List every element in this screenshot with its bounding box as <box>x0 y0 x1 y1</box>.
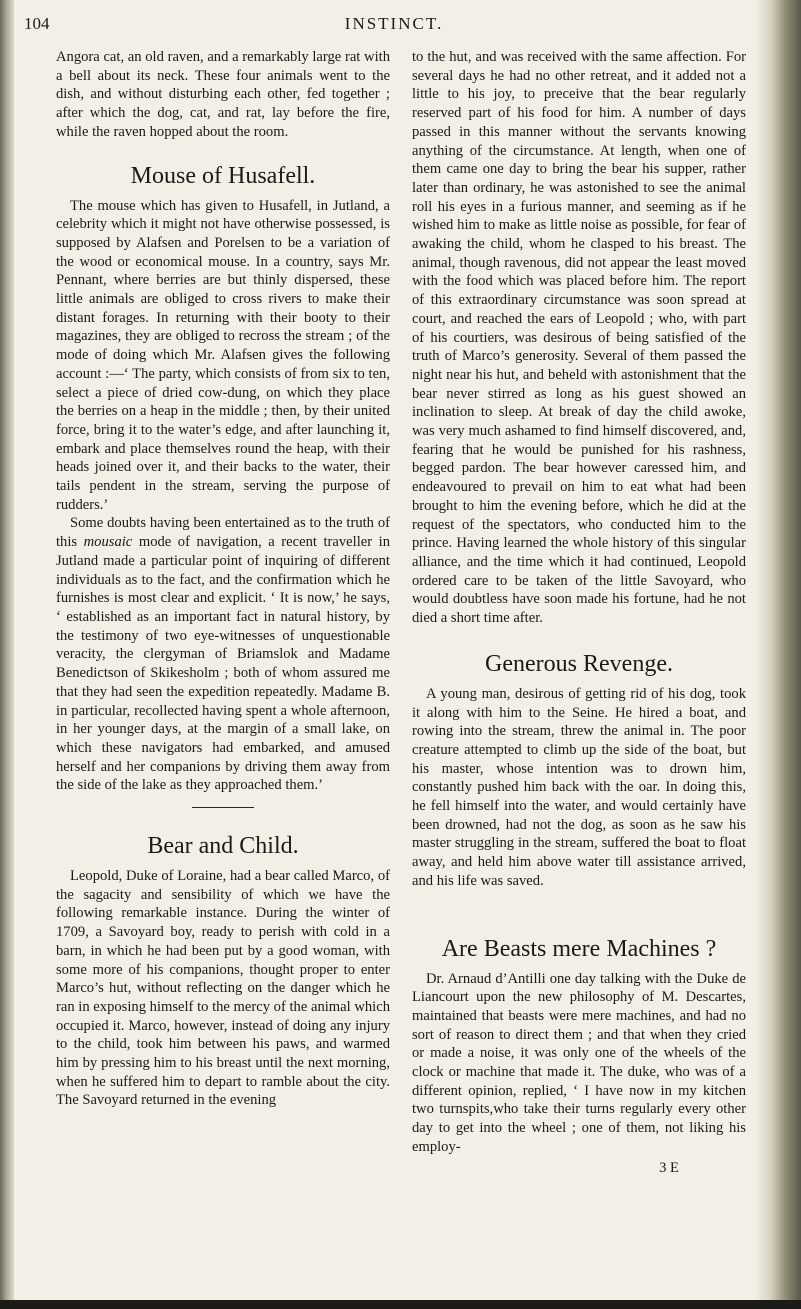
heading-generous-revenge: Generous Revenge. <box>485 650 673 677</box>
paragraph-mouse-2 <box>56 514 390 795</box>
paragraph-mouse-1: The mouse which has given to Husafell, in Jutland, a celebrity which it might not have otherwise possessed, is supposed by Alafsen and Porelsen to be a variation of the wood or economical mouse. In a country, says Mr. Pennant, where berries are but thinly dispersed, these little animals are obliged to cross rivers to make their distant forages. In returning with their booty to their magazines, they are obliged to recross the stream ; of the mode of doing which Mr. Alafsen gives the following account :—‘ The party, which consists of from six to ten, select a piece of dried cow-dung, on which they place the berries on a heap in the middle ; then, by their united force, bring it to the water’s edge, and after launching it, embark and place themselves round the heap, with their heads joined over it, and their backs to the water, their tails pendent in the stream, serving the purpose of rudders.’ <box>56 197 390 513</box>
paragraph-generous-revenge: A young man, desirous of getting rid of his dog, took it along with him to the Seine. He hired a boat, and rowing into the stream, threw the animal in. The poor creature attempted to climb up the side of the boat, but his master, whose intention was to drown him, constantly pushed him back with the oar. In doing this, he fell himself into the water, and would certainly have been drowned, had not the dog, as soon as he saw his master struggling in the stream, suffered the boat to float away, and held him above water till assistance arrived, and his life was saved. <box>412 685 746 889</box>
right-column <box>412 48 746 1177</box>
paragraph-bear-1: Leopold, Duke of Loraine, had a bear called Marco, of the sagacity and sensibility of which we have the following remarkable instance. During the winter of 1709, a Savoyard boy, ready to perish with cold in a barn, in which he had been put by a good woman, with some more of his companions, thought proper to enter Marco’s hut, without reflecting on the danger which he ran in exposing himself to the mercy of the animal which occupied it. Marco, however, instead of doing any injury to the child, took him between his paws, and warmed him by pressing him to his breast until the next morning, when he suffered him to depart to ramble about the city. The Savoyard returned in the evening <box>56 868 390 1109</box>
paragraph-angora-cat: Angora cat, an old raven, and a remarkably large rat with a bell about its neck. These four animals went to the dish, and without disturbing each other, fed together ; after which the dog, cat, and rat, lay before the fire, while the raven hopped about the room. <box>56 49 390 140</box>
heading-mouse-of-husafell: Mouse of Husafell. <box>130 162 316 189</box>
paragraph-mouse-2-text-b: mode of navigation, a recent traveller in Jutland made a particular point of inquiring of different individuals as to the fact, and the confirmation which he furnishes is most clear and explicit. ‘ It is now,’ he says, ‘ established as an important fact in natural history, by the testimony of two eye-witnesses of unquestionable veracity, the clergyman of Briamslok and Madame Benedictson of Skikesholm ; both of whom assured me that they had seen the expedition repeatedly. Madame B. in particular, recollected having spent a whole afternoon, in her younger days, at the margin of a small lake, on which these navigators had embarked, and amused herself and her companions by driving them away from the side of the lake as they approached them.’ <box>56 534 390 794</box>
signature-mark: 3 E <box>659 1159 679 1176</box>
running-title: INSTINCT. <box>344 14 444 33</box>
paragraph-bear-continued: to the hut, and was received with the same affection. For several days he had no other retreat, and it added not a little to his joy, to preceive that the bear regularly reserved part of his food for him. A number of days passed in this manner without the servants knowing anything of the circumstance. At length, when one of them came one day to bring the bear his supper, rather later than ordinary, he was astonished to see the animal roll his eyes in a furious manner, and seeming as if he wished him to make as little noise as possible, for fear of awaking the child, whom he clasped to his breast. The animal, though ravenous, did not appear the least moved with the food which was placed before him. The report of this extraordinary circumstance was soon spread at court, and reached the ears of Leopold ; who, with part of his courtiers, was desirous of being satisfied of the truth of Marco’s generosity. Several of them passed the night near his hut, and beheld with astonishment that the bear never stirred as long as his guest showed an inclination to sleep. At break of day the child awoke, was very much ashamed to find himself discovered, and, fearing that he would be punished for his rashness, begged pardon. The bear however caressed him, and endeavoured to prevail on him to eat what had been brought to him the evening before, which he did at the request of the spectators, who conducted him to the prince. Having learned the whole history of this singular alliance, and the time which it had continued, Leopold ordered care to be taken of the little Savoyard, who would doubtless have soon made his fortune, had he not died a short time after. <box>412 49 746 627</box>
page-edge-shadow <box>755 0 801 1309</box>
heading-beasts-machines: Are Beasts mere Machines ? <box>441 935 717 962</box>
page-number: 104 <box>24 14 50 33</box>
paragraph-mouse-2-text-a: Some doubts having been entertained as to the truth of this <box>56 515 390 551</box>
italic-word-mousaic: mousaic <box>83 534 133 551</box>
page-bottom-edge <box>0 1300 801 1309</box>
running-head <box>24 14 764 38</box>
left-column <box>56 48 390 1110</box>
page-gutter-shadow <box>0 0 14 1309</box>
paragraph-beasts-machines: Dr. Arnaud d’Antilli one day talking with the Duke de Liancourt upon the new philosophy of M. Descartes, maintained that beasts were mere machines, and had no sort of reason to direct them ; and that when they cried or made a noise, it was only one of the wheels of the clock or machine that made it. The duke, who was of a different opinion, replied, ‘ I have now in my kitchen two turnspits,who take their turns regularly every other day to get into the wheel ; one of them, not liking his employ- <box>412 970 746 1155</box>
heading-bear-and-child: Bear and Child. <box>147 833 299 860</box>
